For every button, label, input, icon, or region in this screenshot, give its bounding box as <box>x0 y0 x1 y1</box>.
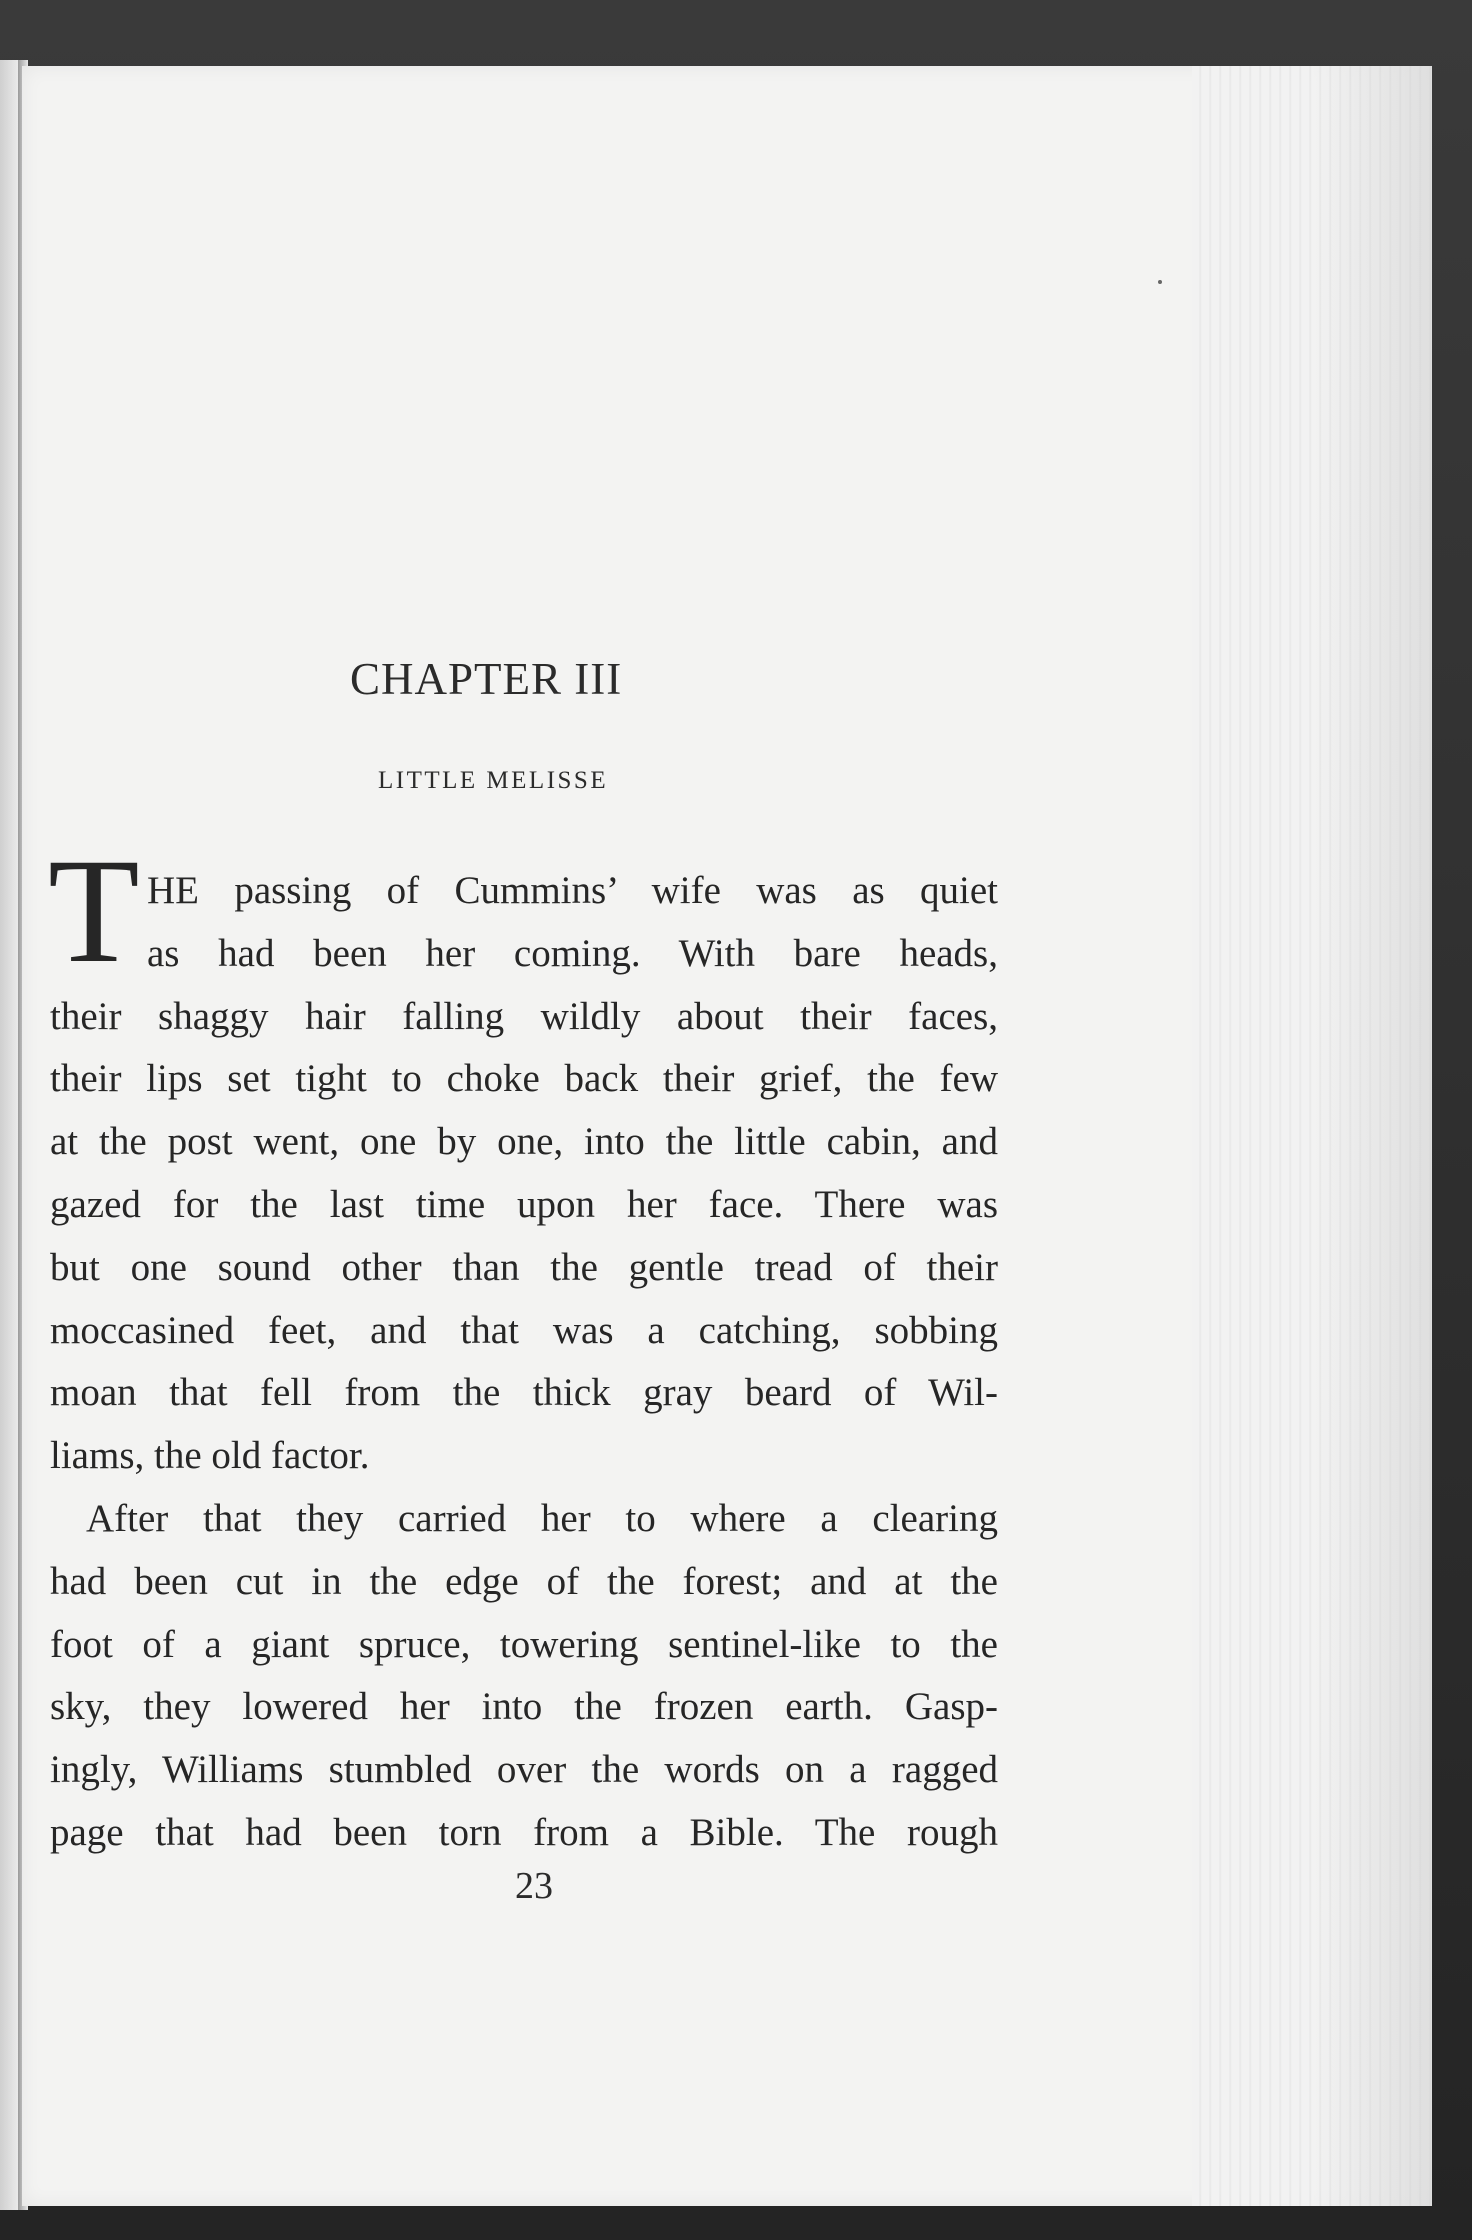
text-line: After that they carried her to where a clearing <box>86 1496 998 1540</box>
paragraph-1 <box>50 860 998 1488</box>
scan-speck <box>1158 280 1162 284</box>
text-line: sky, they lowered her into the frozen earth. Gasp- <box>50 1685 998 1729</box>
chapter-subtitle: LITTLE MELISSE <box>378 767 609 794</box>
text-line: page that had been torn from a Bible. The rough <box>50 1810 998 1854</box>
text-line: gazed for the last time upon her face. There was <box>50 1182 998 1226</box>
chapter-title: CHAPTER III <box>350 654 623 704</box>
text-line: at the post went, one by one, into the little cabin, and <box>50 1120 998 1164</box>
previous-page-edge <box>0 60 18 2210</box>
drop-cap <box>48 828 145 994</box>
text-line: had been cut in the edge of the forest; and at the <box>50 1559 998 1603</box>
text-line: HE passing of Cummins’ wife was as quiet <box>147 869 998 912</box>
text-line: their shaggy hair falling wildly about their faces, <box>50 994 998 1038</box>
paragraph-2 <box>50 1488 998 1865</box>
drop-cap-letter: T <box>48 828 140 994</box>
text-line: moccasined feet, and that was a catching, sobbing <box>50 1308 998 1352</box>
text-line: liams, the old factor. <box>50 1434 370 1478</box>
text-line: moan that fell from the thick gray beard of Wil- <box>50 1371 998 1415</box>
text-line: as had been her coming. With bare heads, <box>147 931 998 975</box>
page-stack-shade <box>1312 66 1432 2206</box>
text-line: their lips set tight to choke back their grief, the few <box>50 1057 998 1101</box>
page-number: 23 <box>515 1865 553 1907</box>
text-line: but one sound other than the gentle tread of their <box>50 1245 998 1289</box>
book-page <box>22 66 1432 2206</box>
text-line: ingly, Williams stumbled over the words on a ragged <box>50 1748 998 1792</box>
text-line: foot of a giant spruce, towering sentinel-like to the <box>50 1622 998 1666</box>
body-text <box>48 828 998 1865</box>
